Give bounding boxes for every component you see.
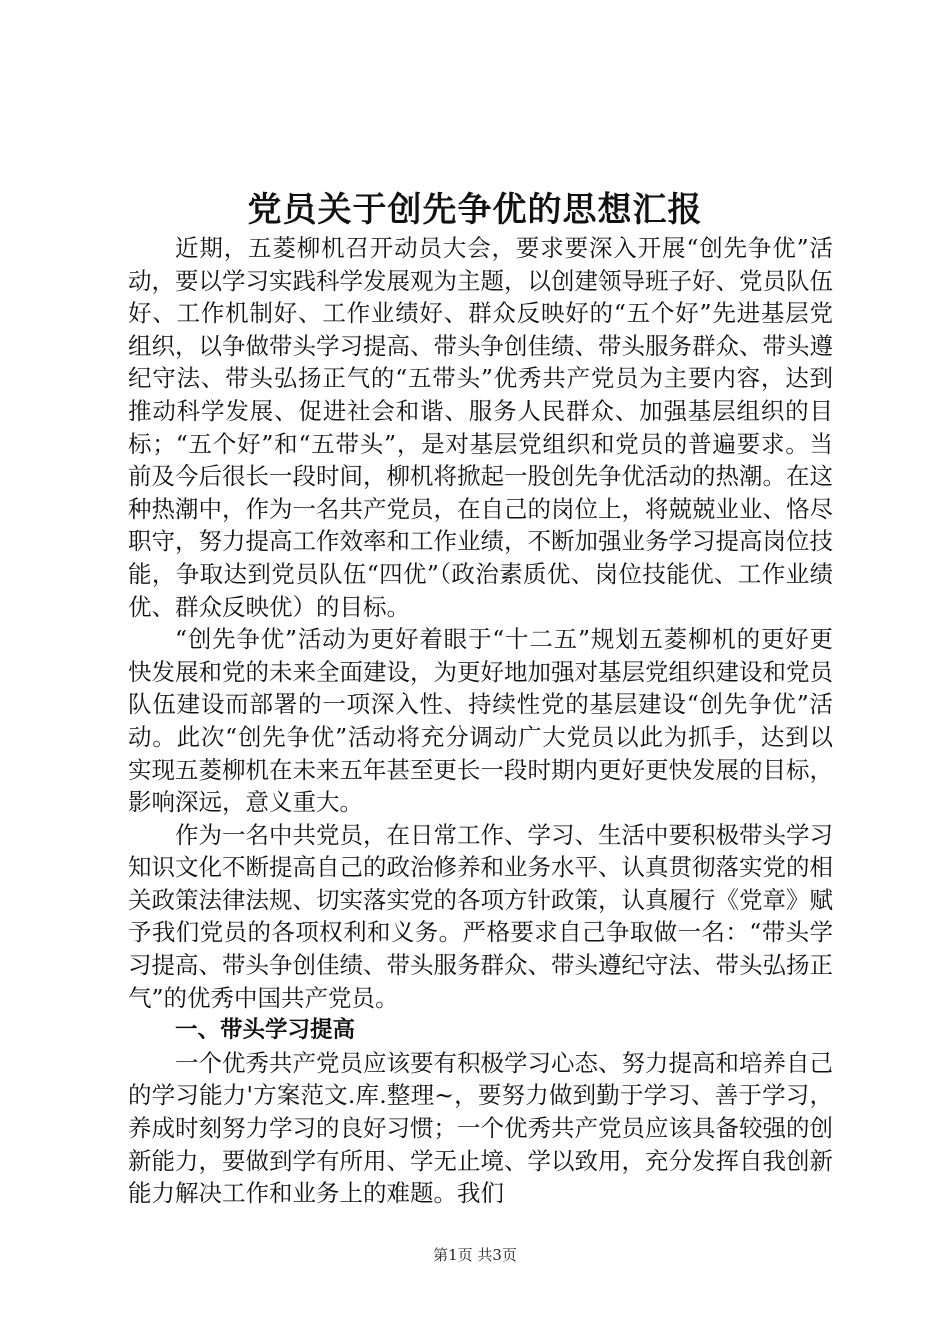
paragraph-1: 近期，五菱柳机召开动员大会，要求要深入开展“创先争优”活动，要以学习实践科学发展观为主题，以创建领导班子好、党员队伍好、工作机制好、工作业绩好、群众反映好的“五个好”先进基层党组织，以争做带头学习提高、带头争创佳绩、带头服务群众、带头遵纪守法、带头弘扬正气的“五带头”优秀共产党员为主要内容，达到推动科学发展、促进社会和谐、服务人民群众、加强基层组织的目标；“五个好”和“五带头”，是对基层党组织和党员的普遍要求。当前及今后很长一段时间，柳机将掀起一股创先争优活动的热潮。在这种热潮中，作为一名共产党员，在自己的岗位上，将兢兢业业、恪尽职守，努力提高工作效率和工作业绩，不断加强业务学习提高岗位技能，争取达到党员队伍“四优”（政治素质优、岗位技能优、工作业绩优、群众反映优）的目标。	[128, 234, 833, 621]
paragraph-2: “创先争优”活动为更好着眼于“十二五”规划五菱柳机的更好更快发展和党的未来全面建设，为更好地加强对基层党组织建设和党员队伍建设而部署的一项深入性、持续性党的基层建设“创先争优”活动。此次“创先争优”活动将充分调动广大党员以此为抓手，达到以实现五菱柳机在未来五年甚至更长一段时期内更好更快发展的目标，影响深远，意义重大。	[128, 625, 833, 817]
document-title: 党员关于创先争优的思想汇报	[247, 190, 703, 230]
paragraph-3: 作为一名中共党员，在日常工作、学习、生活中要积极带头学习知识文化不断提高自己的政治修养和业务水平、认真贯彻落实党的相关政策法律法规、切实落实党的各项方针政策，认真履行《党章》赋予我们党员的各项权利和义务。严格要求自己争取做一名：“带头学习提高、带头争创佳绩、带头服务群众、带头遵纪守法、带头弘扬正气”的优秀中国共产党员。	[128, 820, 833, 1012]
section-heading: 一、带头学习提高	[175, 1017, 356, 1044]
document-body	[128, 232, 833, 1210]
section-paragraph: 一个优秀共产党员应该要有积极学习心态、努力提高和培养自己的学习能力'方案范文.库.整理~，要努力做到勤于学习、善于学习，养成时刻努力学习的良好习惯；一个优秀共产党员应该具备较强的创新能力，要做到学有所用、学无止境、学以致用，充分发挥自我创新能力解决工作和业务上的难题。我们	[128, 1048, 833, 1208]
page-footer: 第1页 共3页	[433, 1246, 517, 1264]
